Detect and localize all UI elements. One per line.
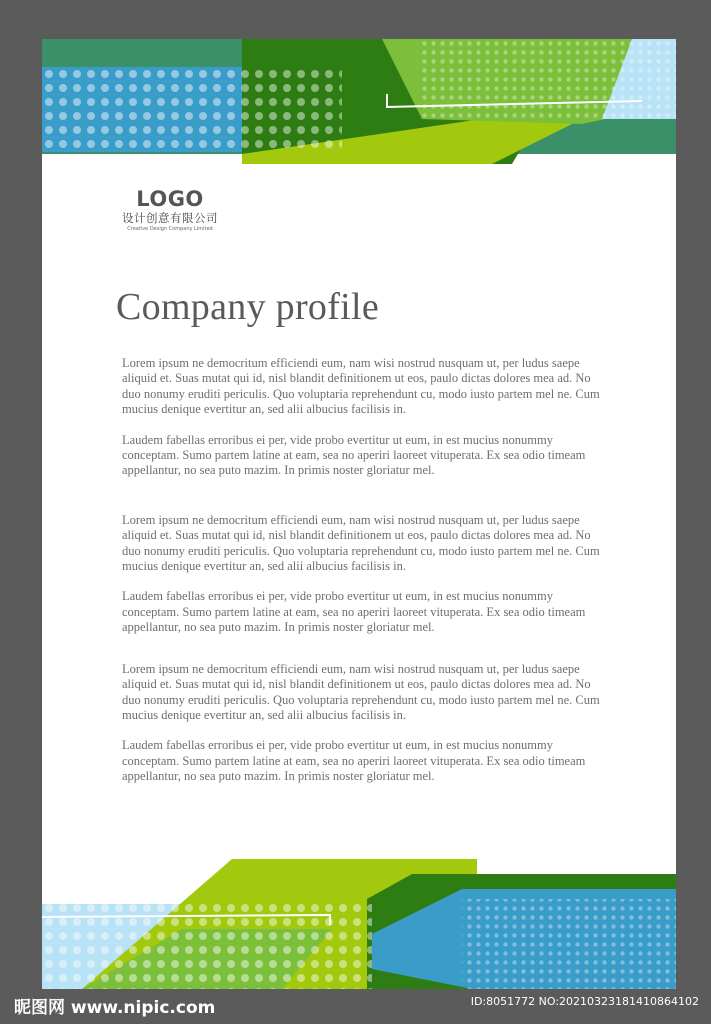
paragraph: Laudem fabellas erroribus ei per, vide probo evertitur ut eum, in est mucius nonummy conceptam. Sumo partem latine at eam, sea no aperiri laoreet vituperata. Ex sea odio timeam appellantur, no sea puto mazim. In primis noster gloriatur mel. xyxy=(122,738,586,784)
company-logo xyxy=(110,187,230,233)
top-decoration xyxy=(42,39,676,169)
image-id-text: ID:8051772 NO:20210323181410864102 xyxy=(470,995,699,1008)
logo-text: LOGO xyxy=(136,187,204,211)
letterhead-page xyxy=(42,39,676,989)
logo-chinese-name: 设计创意有限公司 xyxy=(122,211,218,225)
paragraph: Lorem ipsum ne democritum efficiendi eum, nam wisi nostrud nusquam ut, per ludus saepe aliquid et. Suas mutat qui id, nisl blandit definitionem ut eos, paulo dictas dolores mea ad. No duo nonumy eruditi periculis. Quo voluptaria reprehendunt cu, modo iusto partem mel ne. Cum mucius denique evertitur an, sed alii albucius facilisis in. xyxy=(122,661,600,722)
page-title: Company profile xyxy=(116,286,380,328)
paragraph: Laudem fabellas erroribus ei per, vide probo evertitur ut eum, in est mucius nonummy conceptam. Sumo partem latine at eam, sea no aperiri laoreet vituperata. Ex sea odio timeam appellantur, no sea puto mazim. In primis noster gloriatur mel. xyxy=(122,432,586,478)
paragraph: Lorem ipsum ne democritum efficiendi eum, nam wisi nostrud nusquam ut, per ludus saepe aliquid et. Suas mutat qui id, nisl blandit definitionem ut eos, paulo dictas dolores mea ad. No duo nonumy eruditi periculis. Quo voluptaria reprehendunt cu, modo iusto partem mel ne. Cum mucius denique evertitur an, sed alii albucius facilisis in. xyxy=(122,512,600,574)
logo-english-name: Creative Design Company Limited xyxy=(127,226,213,232)
body-text xyxy=(122,356,602,785)
paragraph: Laudem fabellas erroribus ei per, vide probo evertitur ut eum, in est mucius nonummy conceptam. Sumo partem latine at eam, sea no aperiri laoreet vituperata. Ex sea odio timeam appellantur, no sea puto mazim. In primis noster gloriatur mel. xyxy=(122,589,586,635)
bottom-decoration xyxy=(42,859,676,989)
site-watermark: 昵图网 www.nipic.com xyxy=(14,998,216,1018)
paragraph: Lorem ipsum ne democritum efficiendi eum, nam wisi nostrud nusquam ut, per ludus saepe aliquid et. Suas mutat qui id, nisl blandit definitionem ut eos, paulo dictas dolores mea ad. No duo nonumy eruditi periculis. Quo voluptaria reprehendunt cu, modo iusto partem mel ne. Cum mucius denique evertitur an, sed alii albucius facilisis in. xyxy=(122,356,600,417)
